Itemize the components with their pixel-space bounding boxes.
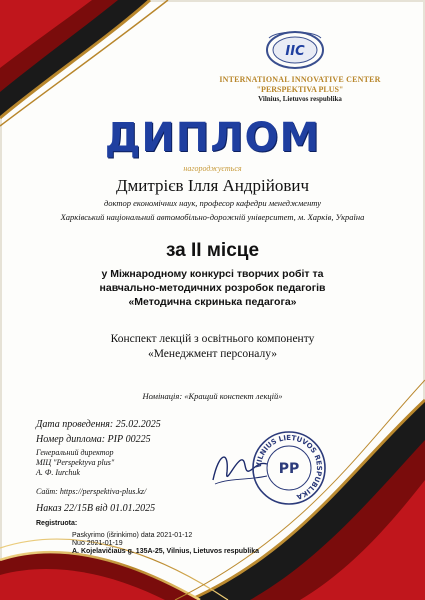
work-line-1: Конспект лекцій з освітнього компоненту (110, 333, 315, 345)
organization-name-line1: INTERNATIONAL INNOVATIVE CENTER (219, 75, 381, 84)
registration-address: A. Kojelavičiaus g. 135A-25, Vilnius, Lietuvos respublika (72, 548, 259, 555)
order-number: Наказ 22/15В від 01.01.2025 (36, 503, 156, 514)
contest-description (0, 267, 425, 309)
recipient-position: доктор економічних наук, професор кафедри менеджменту (103, 198, 321, 208)
award-place: за ІІ місце (165, 240, 260, 261)
director-org: МІЦ "Perspektyva plus" (36, 458, 115, 467)
nomination: Номінація: «Кращий конспект лекцій» (142, 391, 283, 401)
director-name: А. Ф. Іurchuk (36, 468, 80, 477)
registration-label: Registruota: (36, 520, 78, 527)
director-title: Генеральний директор (36, 448, 114, 457)
diploma-number: Номер диплома: РІР 00225 (36, 434, 151, 445)
stamp-ring-text: VILNIUS LIETUVOS RESPUBLIKA (254, 433, 324, 501)
recipient-university: Харківський національний автомобільно-дорожній університет, м. Харків, Україна (60, 212, 365, 222)
organization-name-line2: "PERSPEKTIVA PLUS" (256, 85, 344, 94)
director-block (36, 448, 114, 478)
awarded-label: нагороджується (183, 164, 242, 173)
event-date: Дата проведення: 25.02.2025 (36, 419, 161, 430)
registration-line-2: Nuo 2021-01-19 (72, 540, 123, 547)
official-stamp (251, 430, 327, 506)
contest-line-1: у Міжнародному конкурсі творчих робіт та (101, 268, 324, 280)
website-link[interactable]: Сайт: https://perspektiva-plus.kz/ (36, 487, 147, 496)
center-logo (255, 28, 335, 73)
contest-line-2: навчально-методичних розробок педагогів (99, 282, 326, 294)
diploma-title: ДИПЛОМ (104, 115, 321, 161)
stamp-center-text: PP (278, 461, 300, 477)
recipient-name: Дмитрієв Ілля Андрійович (115, 176, 310, 195)
work-line-2: «Менеджмент персоналу» (147, 348, 277, 360)
svg-text:IIC: IIC (285, 44, 305, 59)
work-title (0, 332, 425, 362)
registration-line-1: Paskyrimo (išrinkimo) data 2021-01-12 (72, 532, 193, 539)
organization-location: Vilnius, Lietuvos respublika (258, 95, 342, 103)
contest-line-3: «Методична скринька педагога» (128, 296, 297, 308)
